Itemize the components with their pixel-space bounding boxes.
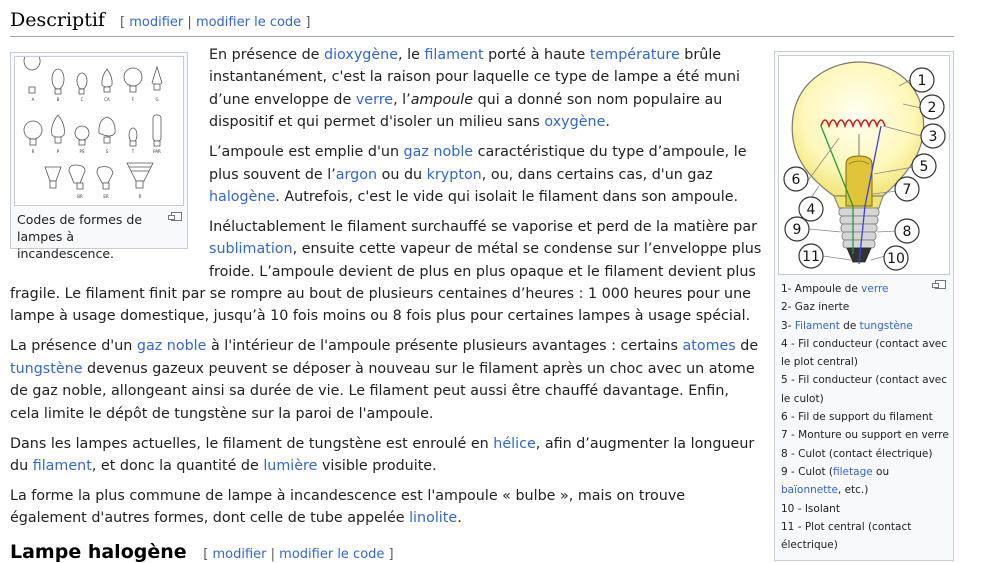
bulb-diagram-figure [774,51,954,561]
legend-item: 4 - Fil conducteur (contact avec le plot central) [781,337,948,369]
link-verre[interactable]: verre [355,91,394,108]
diagram-number: 3 [928,129,938,145]
diagram-number: 2 [927,100,937,116]
link-helice[interactable]: hélice [493,435,536,452]
paragraph: La forme la plus commune de lampe à incandescence est l'ampoule « bulbe », mais on trouve également d'autres formes, dont celle de tube appelée linolite. [10,487,686,527]
diagram-number: 8 [902,224,912,240]
link-linolite[interactable]: linolite [409,510,458,527]
shape-code-label: PAR [153,149,161,154]
paragraph: En présence de dioxygène, le filament porté à haute température brûle instantanément, c'est la raison pour laquelle ce type de lampe a été muni d’une enveloppe de verre, l’ampoule qui a donné son nom populaire au dispositif et qui permet d'isoler un milieu sans oxygène. [209,47,740,131]
legend-link[interactable]: filetage [833,465,873,478]
link-temperature[interactable]: température [589,47,680,63]
next-edit-separator: | [270,547,276,562]
next-edit-link[interactable]: modifier [212,547,267,562]
bulb-diagram-drawing [779,56,949,274]
link-lumiere[interactable]: lumière [263,457,318,474]
paragraph: L’ampoule est emplie d'un gaz noble caractéristique du type d’ampoule, le plus souvent de l’argon ou du krypton, ou, dans certains cas, d'un gaz halogène. Autrefois, c'est le vide qui isolait le filament dans son ampoule. [209,144,747,205]
edit-link[interactable]: modifier [129,15,184,30]
link-argon[interactable]: argon [335,166,378,183]
bulb-diagram-image[interactable] [778,55,950,275]
diagram-legend [781,280,949,554]
diagram-number: 6 [791,172,801,188]
shape-code-label: BR [77,194,83,199]
diagram-number: 1 [917,73,927,89]
legend-item: 9 - Culot (filetage ou baïonnette, etc.) [781,465,890,497]
float-spacer [10,216,209,282]
shape-code-label: B [56,97,60,102]
legend-item: 6 - Fil de support du filament [781,411,933,424]
shape-code-label: PS [79,149,85,154]
section-heading [10,4,954,37]
legend-link[interactable]: baïonnette [781,484,838,497]
next-edit-links: [ modifier | modifier le code ] [203,547,394,562]
article-body [10,44,762,537]
paragraph: La présence d'un gaz noble à l'intérieur de l'ampoule présente plusieurs avantages : certains atomes de tungstène devenus gazeux peuvent se déposer à nouveau sur le filament après un choc avec un atome de gaz noble, allongeant ainsi sa durée de vie. Le filament peut aussi être chauffé davantage. Enfin, cela limite le dépôt de tungstène sur la paroi de l'ampoule. [10,338,759,422]
link-tungstene[interactable]: tungstène [10,360,83,377]
diagram-number: 5 [919,159,929,175]
shape-code-label: A [31,97,35,102]
link-filament[interactable]: filament [424,47,484,63]
shape-code-label: T [131,149,135,154]
diagram-number: 9 [792,222,802,238]
figure-caption: Codes de formes de lampes à incandescence. [17,212,143,261]
shape-code-label: R [138,194,142,199]
link-filament-2[interactable]: filament [32,457,92,474]
shape-code-label: C [80,97,84,102]
next-section-title: Lampe halogène [10,541,187,563]
shape-code-label: CA [104,97,110,102]
edit-separator: | [187,15,192,30]
edit-section-links [120,15,310,30]
diagram-number: 10 [887,251,905,267]
legend-item: 3- Filament de tungstène [781,319,913,332]
shape-code-label: S [105,149,109,154]
next-edit-code-link[interactable]: modifier le code [279,547,385,562]
link-gaz-noble-2[interactable]: gaz noble [136,338,207,355]
link-sublimation[interactable]: sublimation [209,241,293,258]
shape-code-label: P [56,149,60,154]
legend-item: 1- Ampoule de verre [781,283,889,295]
diagram-number: 11 [802,249,820,265]
diagram-number: 4 [806,202,816,218]
legend-item: 11 - Plot central (contact électrique) [781,520,912,552]
bracket-open: [ [120,15,126,30]
link-atomes[interactable]: atomes [682,338,736,355]
legend-item: 8 - Culot (contact électrique) [781,447,933,460]
link-oxygene[interactable]: oxygène [544,114,606,131]
section-title: Descriptif [10,9,105,31]
legend-item: 7 - Monture ou support en verre [781,429,949,442]
emphasis: ampoule [410,91,474,108]
next-section-heading [10,541,394,563]
legend-link[interactable]: verre [861,283,889,295]
link-halogene[interactable]: halogène [209,188,276,205]
shape-code-label: ER [103,194,109,199]
legend-link[interactable]: tungstène [859,319,913,332]
legend-item: 5 - Fil conducteur (contact avec le culot) [781,374,948,405]
paragraph: Dans les lampes actuelles, le filament de tungstène est enroulé en hélice, afin d’augmenter la longueur du filament, et donc la quantité de lumière visible produite. [10,435,755,474]
legend-link[interactable]: Filament [794,319,840,332]
diagram-number: 7 [902,182,912,198]
paragraph: Inéluctablement le filament surchauffé se vaporise et perd de la matière par sublimation, ensuite cette vapeur de métal se condense sur l’enveloppe plus froide. L’ampoule devient de plus en plus opaque et le filament devient plus fragile. Le filament finit par se rompre au bout de plusieurs centaines d’heures : 1 000 heures pour une lampe à usage domestique, jusqu’à 10 fois moins ou 8 fois plus pour certaines lampes à usage spécial. [10,216,762,328]
shape-code-label: G [155,97,159,102]
legend-item: 10 - Isolant [781,502,840,515]
edit-code-link[interactable]: modifier le code [195,15,302,30]
shape-code-label: F [131,97,135,102]
legend-item: 2- Gaz inerte [781,301,850,314]
link-dioxygene[interactable]: dioxygène [324,47,399,63]
link-krypton[interactable]: krypton [426,166,482,183]
shape-code-label: R [31,149,35,154]
link-gaz-noble[interactable]: gaz noble [403,144,474,161]
bracket-close: ] [305,15,311,30]
